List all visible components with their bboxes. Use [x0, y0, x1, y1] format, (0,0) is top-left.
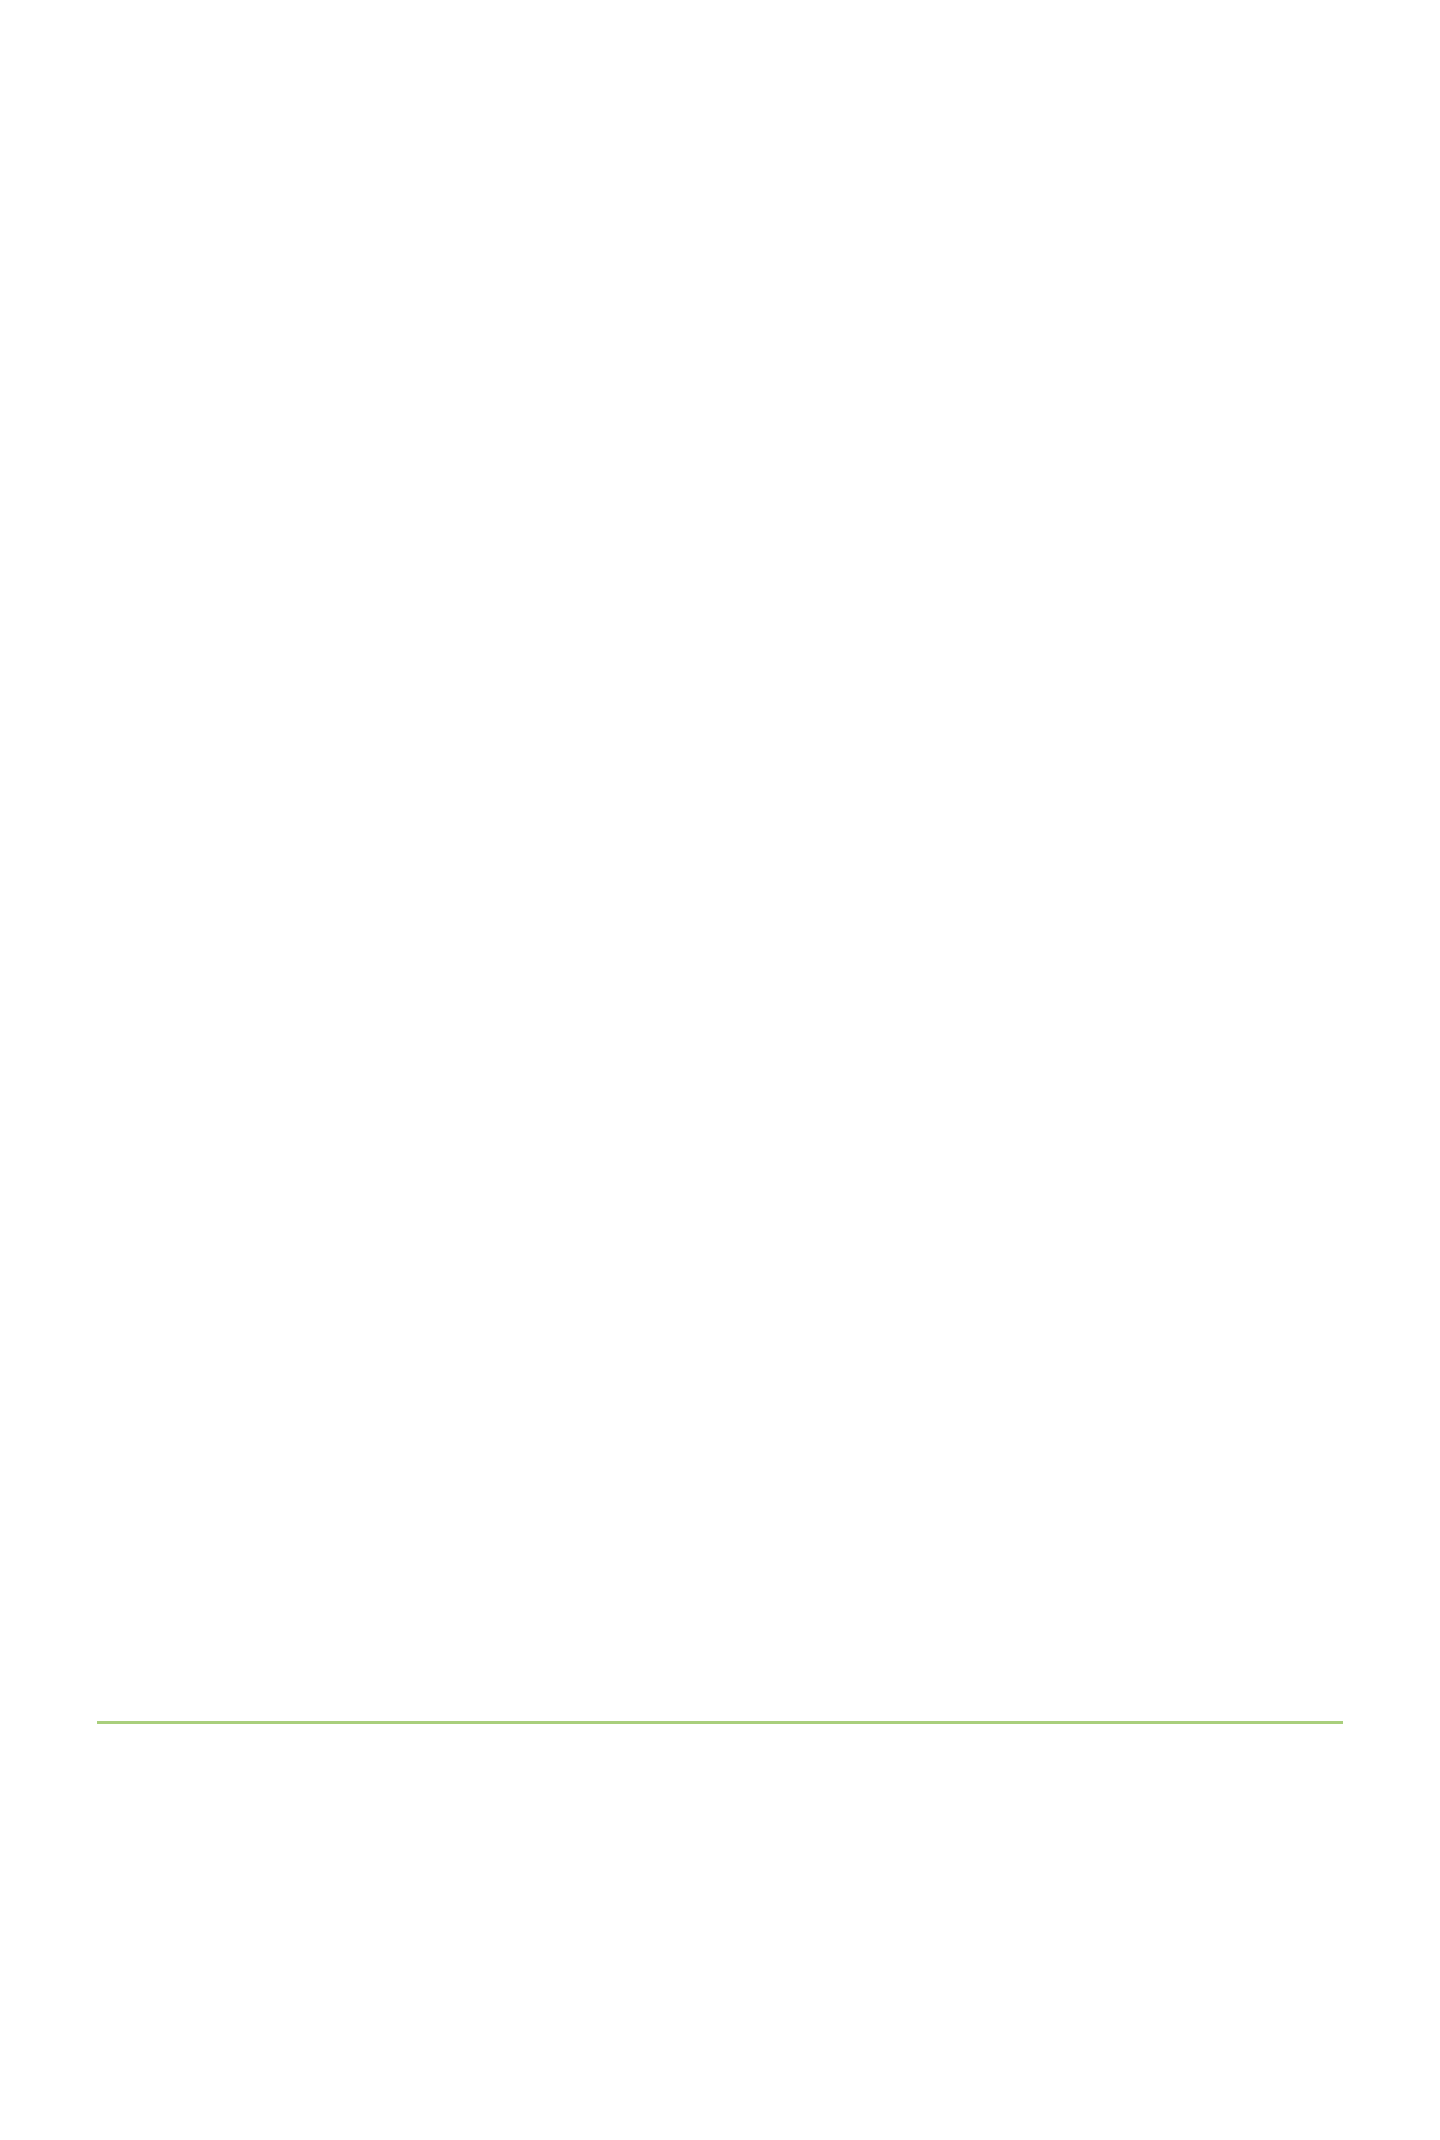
basics-item — [97, 1758, 1343, 1809]
basics-item — [97, 1911, 1343, 1962]
basics-section — [97, 1678, 1343, 2013]
page-header — [97, 112, 111, 192]
basics-item — [97, 1860, 1343, 1911]
basics-title — [97, 1678, 1343, 1724]
basics-item — [97, 1962, 1343, 2013]
basics-list — [97, 1758, 1343, 2013]
basics-item — [97, 1809, 1343, 1860]
